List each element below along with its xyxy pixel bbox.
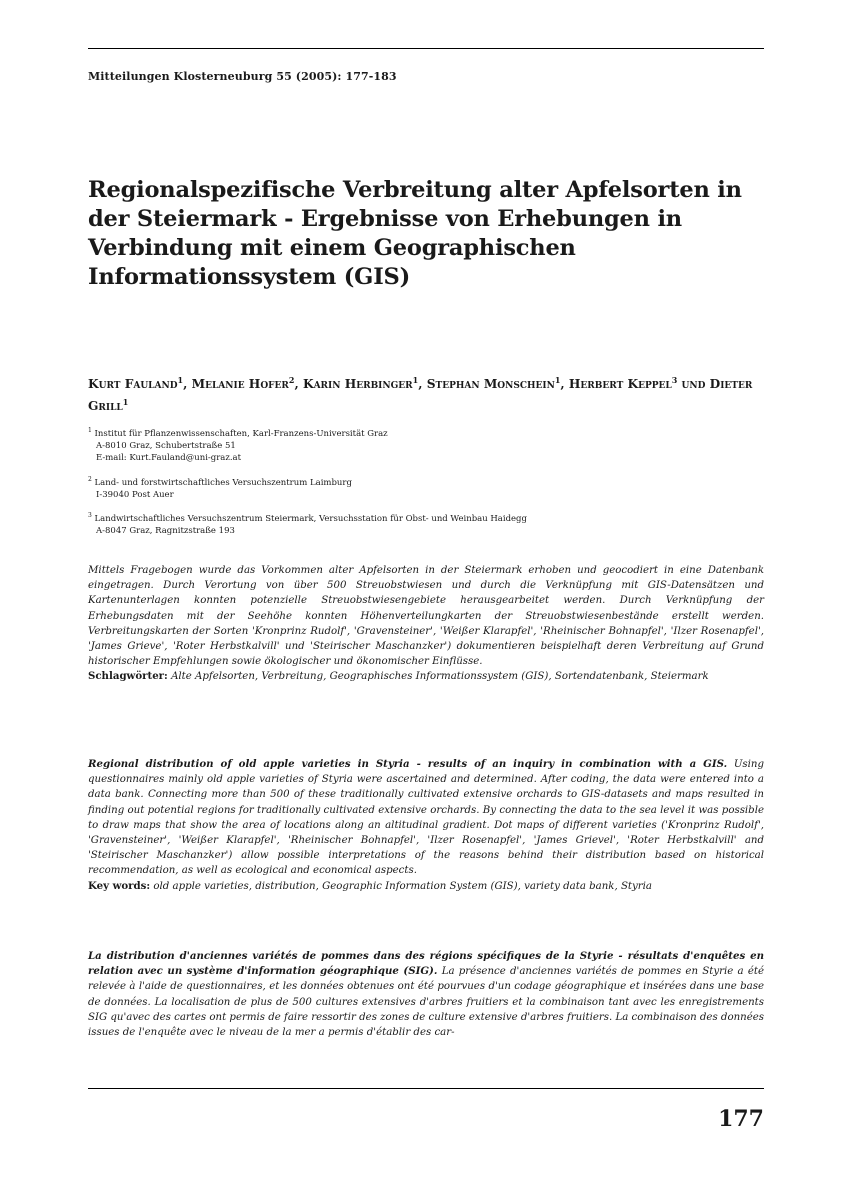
affiliation-num: 3 xyxy=(88,512,92,519)
keywords-label-de: Schlagwörter: xyxy=(88,670,168,683)
affiliation-3 xyxy=(88,510,728,537)
affiliation-num: 1 xyxy=(88,427,92,434)
affiliation-1 xyxy=(88,425,728,464)
top-rule xyxy=(88,48,764,49)
author-sup: 2 xyxy=(288,375,295,385)
author-name: Herbert Keppel xyxy=(568,377,672,392)
affiliation-num: 2 xyxy=(88,476,92,483)
abstract-english-title: Regional distribution of old apple varieties in Styria - results of an inquiry in combination with a GIS. xyxy=(88,758,728,770)
author-list: Kurt Fauland$^1$, Melanie Hofer$^2$, Karin Herbinger$^1$, Stephan Monschein$^1$, Herbert Keppel$^3$ und Dieter Grill$^1$ xyxy=(88,375,753,414)
abstract-german-text: Mittels Fragebogen wurde das Vorkommen alter Apfelsorten in der Steiermark erhoben und geocodiert in eine Datenbank eingetragen. Durch Verortung von über 500 Streuobstwiesen und durch die Verknüpfung mit GIS-Datensätzen und Kartenunterlagen konnten potenzielle Streuobstwiesengebiete herausgearbeitet werden. Durch Verknüpfung der Erhebungsdaten mit der Seehöhe konnten Höhenverteilungkarten der Streuobstwiesenbestände erstellt werden. Verbreitungskarten der Sorten 'Kronprinz Rudolf', 'Gravensteiner', 'Weißer Klarapfel', 'Rheinischer Bohnapfel', 'Ilzer Rosenapfel', 'James Grieve', 'Roter Herbstkalvill' und 'Steirischer Maschanzker') dokumentieren beispielhaft deren Verbreitung auf Grund historischer Empfehlungen sowie ökologischer und ökonomischer Einflüsse. xyxy=(88,565,764,668)
affiliation-email: E-mail: Kurt.Fauland@uni-graz.at xyxy=(96,452,242,463)
author-sup: 1 xyxy=(122,397,129,408)
affiliation-line: I-39040 Post Auer xyxy=(96,489,174,500)
page-number: 177 xyxy=(718,1106,764,1132)
paper-page xyxy=(88,0,764,1200)
author-name: Dieter Grill xyxy=(88,377,753,414)
author-name: Melanie Hofer xyxy=(191,377,289,392)
author-name: Stephan Monschein xyxy=(426,377,555,392)
journal-citation: Mitteilungen Klosterneuburg 55 (2005): 177-183 xyxy=(88,70,397,83)
abstract-french-title: La distribution d'anciennes variétés de pommes dans des régions spécifiques de la Styrie - résultats d'enquêtes en relation avec un système d'information géographique (SIG). xyxy=(88,950,764,978)
affiliation-line: Land- und forstwirtschaftliches Versuchszentrum Laimburg xyxy=(94,477,352,488)
keywords-text-de: Alte Apfelsorten, Verbreitung, Geographisches Informationssystem (GIS), Sortendatenbank, Steiermark xyxy=(171,671,709,683)
keywords-text-en: old apple varieties, distribution, Geographic Information System (GIS), variety data bank, Styria xyxy=(153,880,652,892)
author-name: Karin Herbinger xyxy=(302,377,413,392)
abstract-english-text: Using questionnaires mainly old apple varieties of Styria were ascertained and determined. After coding, the data were entered into a data bank. Connecting more than 500 of these traditionally cultivated extensive orchards to GIS-datasets and maps resulted in finding out potential regions for traditionally cultivated extensive orchards. By connecting the data to the sea level it was possible to draw maps that show the area of locations along an altitudinal gradient. Dot maps of different varieties ('Kronprinz Rudolf', 'Gravensteiner', 'Weißer Klarapfel', 'Rheinischer Bohnapfel', 'Ilzer Rosenapfel', 'James Grievel', 'Roter Herbstkalvill' and 'Steirischer Maschanzker') allow possible interpretations of the reasons behind their distribution based on historical recommendation, as well as ecological and economical aspects. xyxy=(88,759,764,877)
keywords-label-en: Key words: xyxy=(88,879,151,892)
author-sup: 3 xyxy=(671,375,678,385)
abstract-french-text: La présence d'anciennes variétés de pommes en Styrie a été relevée à l'aide de questionnaires, et les données obtenues ont été pourvues d'un codage géographique et insérées dans une base de données. La localisation de plus de 500 cultures extensives d'arbres fruitiers et la combinaison tant avec les enregistrements SIG qu'avec des cartes ont permis de faire ressortir des zones de culture extensive d'arbres fruitiers. La combinaison des données issues de l'enquête avec le niveau de la mer a permis d'établir des car- xyxy=(88,966,764,1039)
affiliation-line: Landwirtschaftliches Versuchszentrum Steiermark, Versuchsstation für Obst- und Weinbau Haidegg xyxy=(94,513,527,524)
author-name: Kurt Fauland xyxy=(88,377,178,392)
abstract-english xyxy=(88,757,764,894)
affiliation-line: Institut für Pflanzenwissenschaften, Karl-Franzens-Universität Graz xyxy=(94,428,388,439)
author-and: und xyxy=(681,377,706,392)
affiliation-line: A-8047 Graz, Ragnitzstraße 193 xyxy=(96,525,235,536)
paper-title: Regionalspezifische Verbreitung alter Apfelsorten in der Steiermark - Ergebnisse von Erhebungen in Verbindung mit einem Geographischen Informationssystem (GIS) xyxy=(88,177,742,290)
author-sup: 1 xyxy=(412,375,419,385)
abstract-french xyxy=(88,949,764,1040)
bottom-rule xyxy=(88,1088,764,1089)
affiliation-line: A-8010 Graz, Schubertstraße 51 xyxy=(96,440,236,451)
author-sup: 1 xyxy=(177,375,184,385)
affiliation-2 xyxy=(88,474,728,501)
author-sup: 1 xyxy=(554,375,561,385)
abstract-german xyxy=(88,563,764,685)
